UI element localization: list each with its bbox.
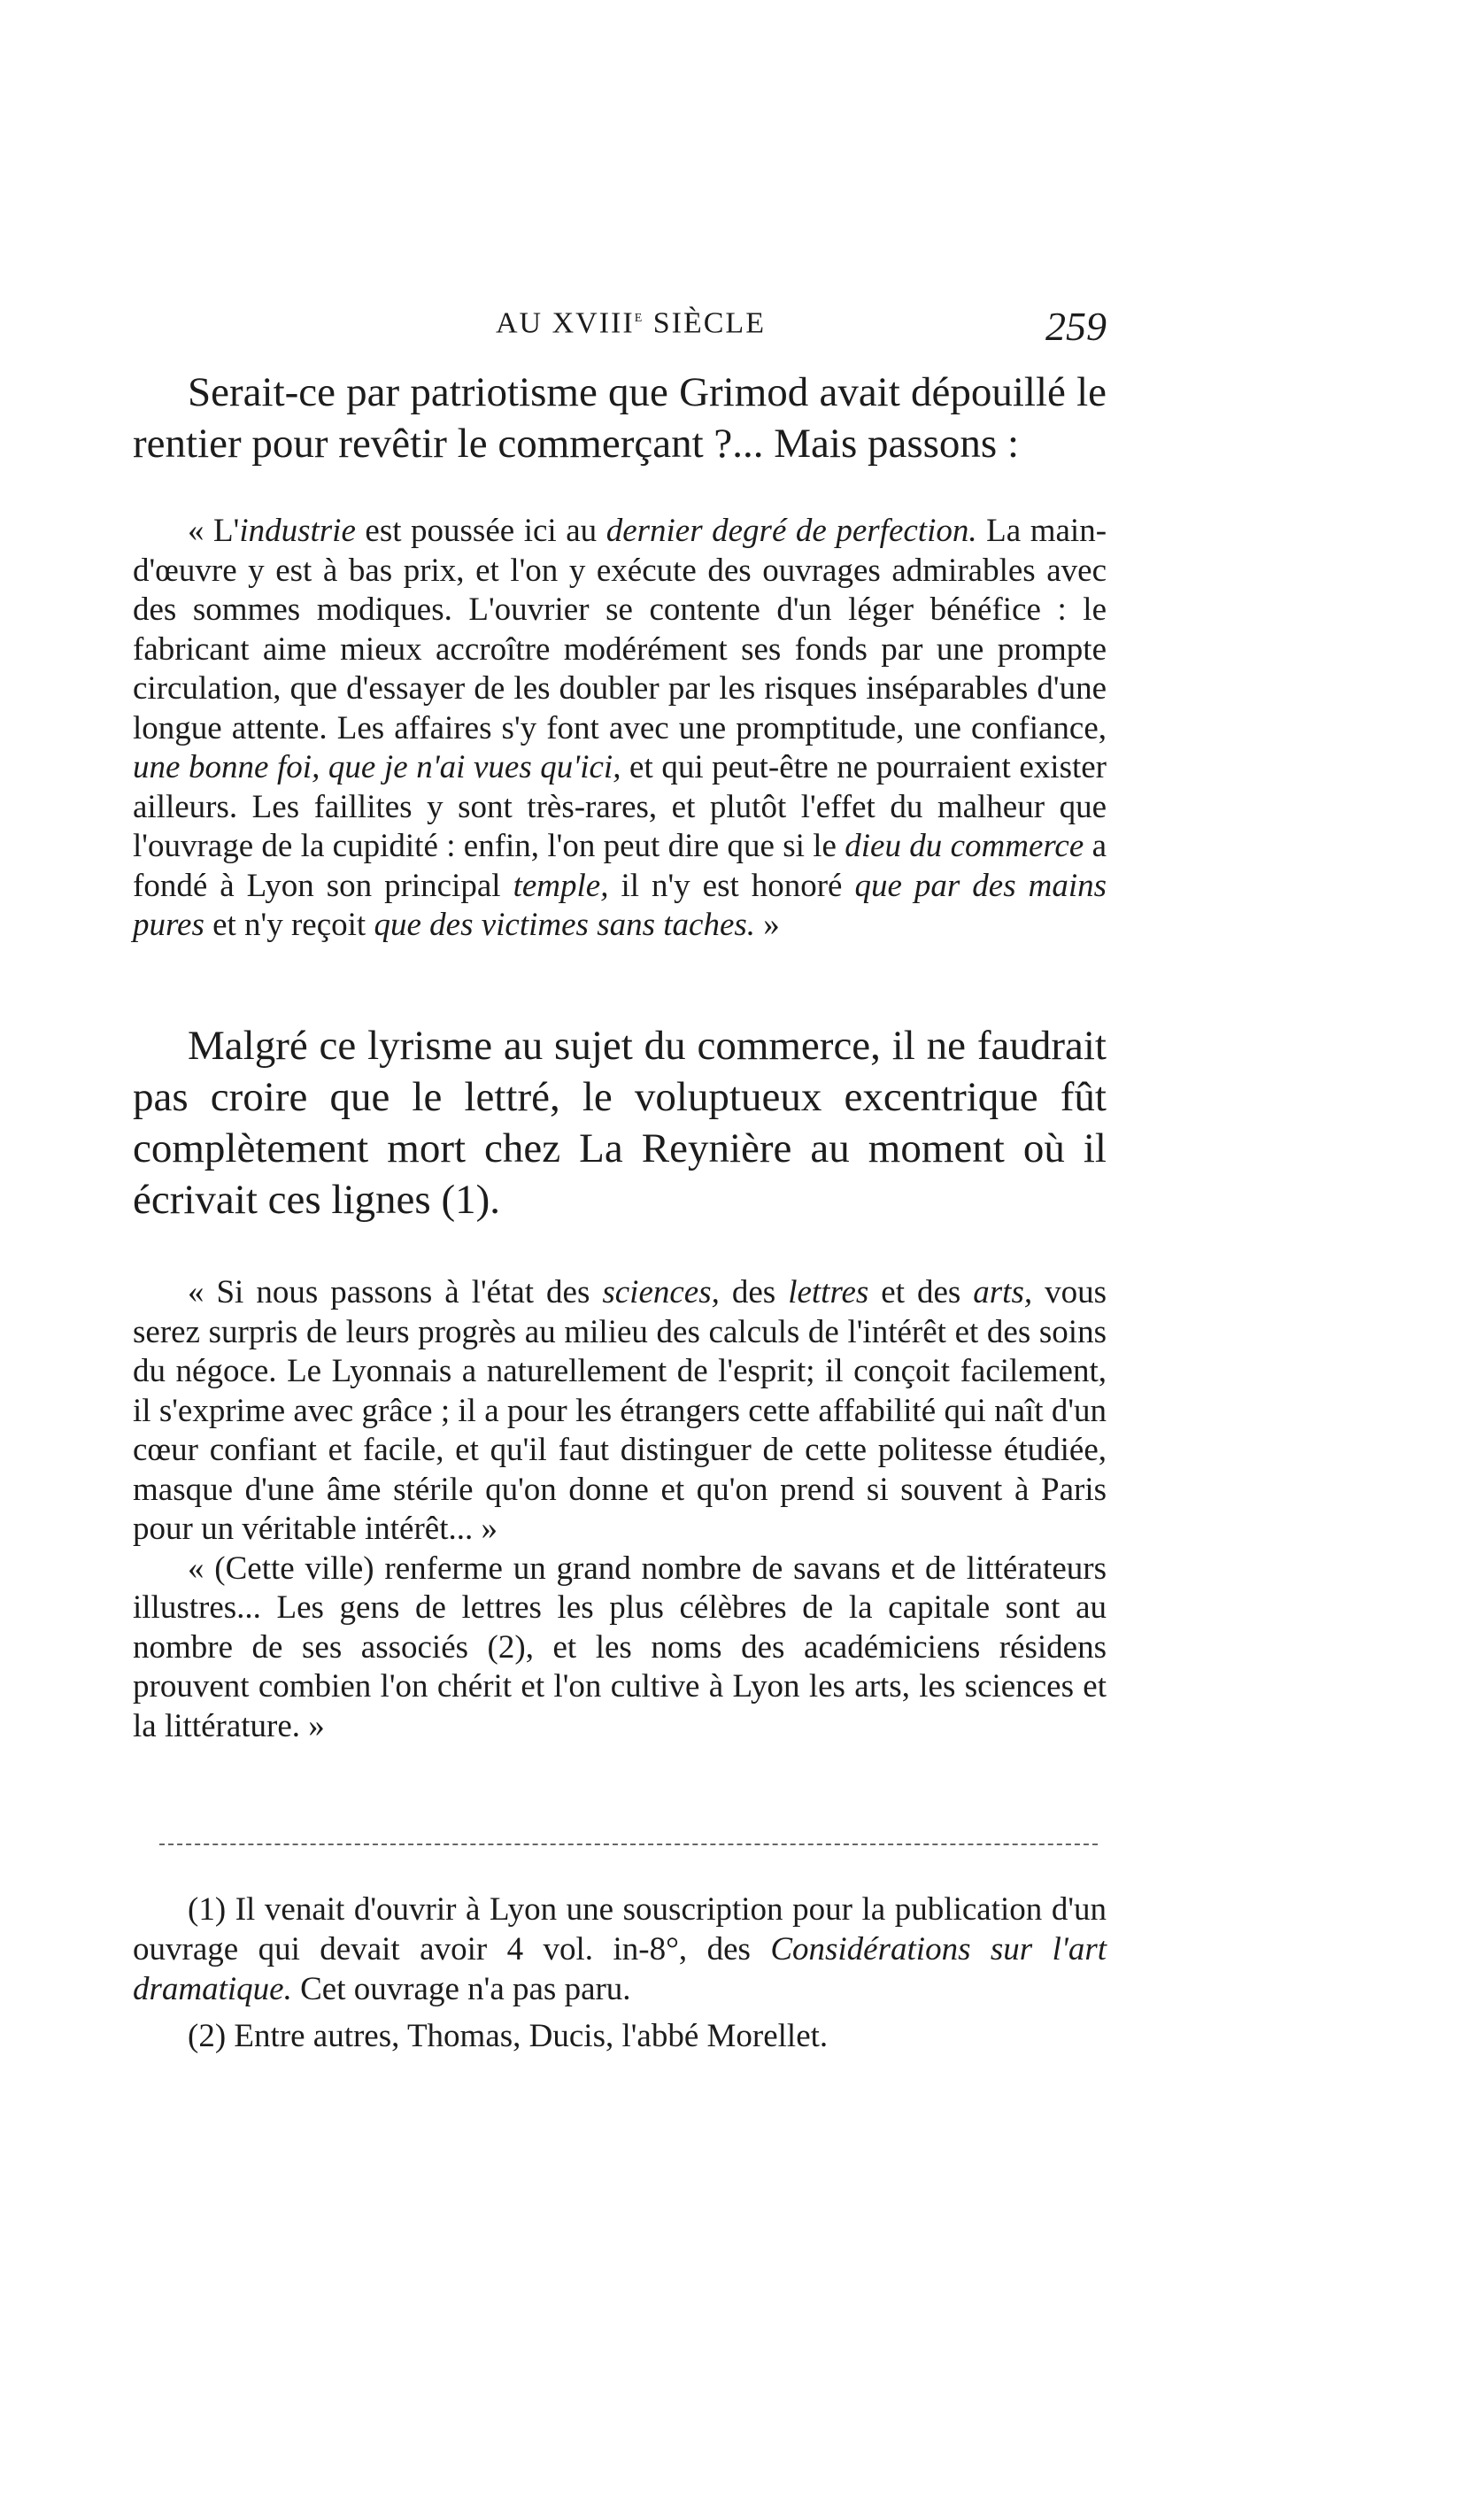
footnotes (133, 1890, 1107, 2056)
quote-block-commerce (133, 512, 1107, 946)
quote-block-sciences (133, 1273, 1107, 1746)
quote-paragraph: « L'industrie est poussée ici au dernier degré de perfection. La main-d'œuvre y est à bas prix, et l'on y exécute des ouvrages admirables avec des sommes modiques. L'ouvrier se contente d'un léger bénéfice : le fabricant aime mieux accroître modérément ses fonds par une prompte circulation, que d'essayer de les doubler par les risques inséparables d'une longue attente. Les affaires s'y font avec une promptitude, une confiance, une bonne foi, que je n'ai vues qu'ici, et qui peut-être ne pourraient exister ailleurs. Les faillites y sont très-rares, et plutôt l'effet du malheur que l'ouvrage de la cupidité : enfin, l'on peut dire que si le dieu du commerce a fondé à Lyon son principal temple, il n'y est honoré que par des mains pures et n'y reçoit que des victimes sans taches. » (133, 513, 1107, 943)
quote-paragraph: « Si nous passons à l'état des sciences, des lettres et des arts, vous serez surpris de leurs progrès au milieu des calculs de l'intérêt et des soins du négoce. Le Lyonnais a naturellement de l'esprit; il conçoit facilement, il s'exprime avec grâce ; il a pour les étrangers cette affabilité qui naît d'un cœur confiant et facile, et qu'il faut distinguer de cette politesse étudiée, masque d'une âme stérile qu'on donne et qu'on prend si souvent à Paris pour un véritable intérêt... » (133, 1274, 1107, 1547)
quote-paragraph: « (Cette ville) renferme un grand nombre de savans et de littérateurs illustres... Les gens de lettres les plus célèbres de la capitale sont au nombre de ses associés (2), et les noms des académiciens résidens prouvent combien l'on chérit et l'on cultive à Lyon les arts, les sciences et la littérature. » (133, 1550, 1107, 1744)
footnote-2: (2) Entre autres, Thomas, Ducis, l'abbé Morellet. (188, 2018, 829, 2054)
footnote-divider (159, 1844, 1098, 1845)
paragraph-lyrisme: Malgré ce lyrisme au sujet du commerce, il ne faudrait pas croire que le lettré, le voluptueux excentrique fût complètement mort chez La Reynière au moment où il écrivait ces lignes (1). (133, 1023, 1107, 1223)
paragraph-intro: Serait-ce par patriotisme que Grimod avait dépouillé le rentier pour revêtir le commerçant ?... Mais passons : (133, 369, 1107, 467)
running-title: AU XVIIIe SIÈCLE (496, 306, 766, 340)
running-head (133, 306, 1107, 359)
page-number: 259 (1045, 304, 1107, 349)
footnote-1: (1) Il venait d'ouvrir à Lyon une souscription pour la publication d'un ouvrage qui devait avoir 4 vol. in-8°, des Considérations sur l'art dramatique. Cet ouvrage n'a pas paru. (133, 1891, 1107, 2007)
title-superscript: e (634, 306, 644, 326)
